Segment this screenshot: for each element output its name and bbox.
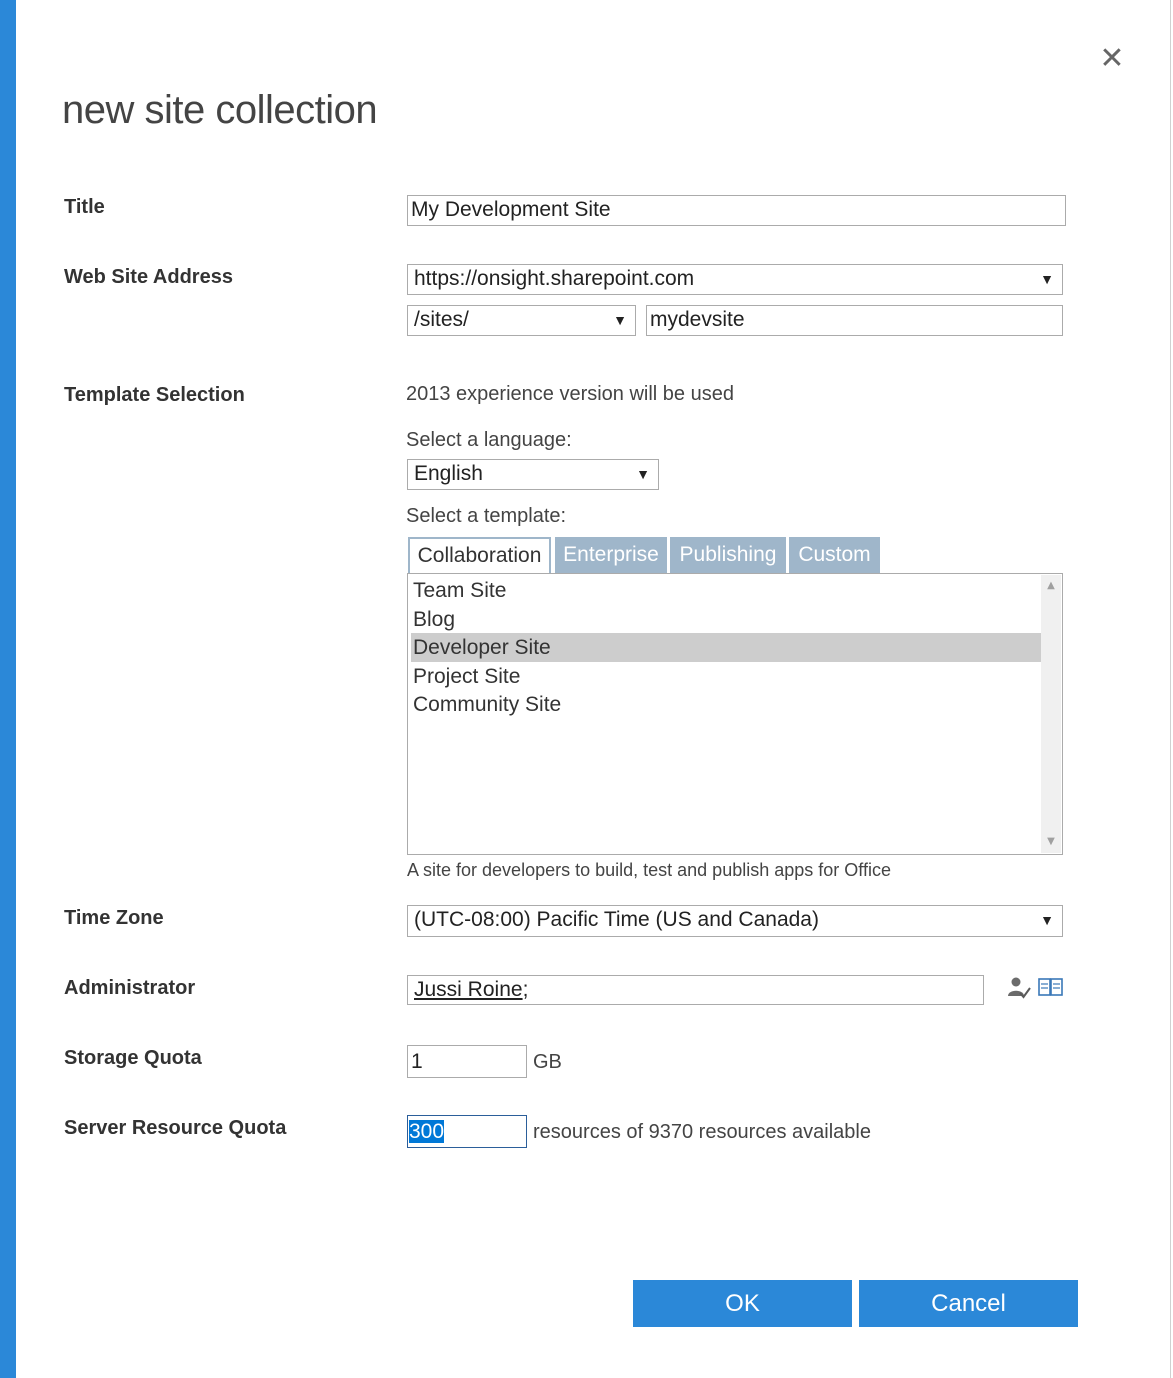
tab-collaboration[interactable]: Collaboration [408,537,551,573]
right-border [1170,0,1171,1378]
administrator-value: Jussi Roine [414,978,523,1001]
address-book-icon[interactable] [1037,975,1063,1001]
list-item[interactable]: Blog [413,608,456,631]
close-icon[interactable]: ✕ [1099,41,1125,76]
server-resource-quota-suffix: resources of 9370 resources available [533,1121,871,1143]
list-item[interactable]: Team Site [413,579,507,602]
tab-publishing[interactable]: Publishing [670,537,786,573]
listbox-scrollbar[interactable] [1041,575,1061,853]
time-zone-label: Time Zone [64,907,164,929]
title-label: Title [64,196,105,218]
scroll-down-icon[interactable]: ▼ [1047,836,1055,847]
template-listbox[interactable] [407,573,1063,855]
check-names-icon[interactable] [1006,975,1032,1001]
language-value: English [414,462,483,485]
template-description: A site for developers to build, test and publish apps for Office [407,860,891,880]
administrator-label: Administrator [64,977,196,999]
title-input[interactable]: My Development Site [407,195,1066,226]
path-value: /sites/ [414,308,469,331]
administrator-separator: ; [522,978,529,1001]
language-label: Select a language: [406,429,572,451]
web-address-label: Web Site Address [64,266,233,288]
domain-value: https://onsight.sharepoint.com [414,267,695,290]
chevron-down-icon: ▼ [636,466,650,482]
list-item-selected[interactable]: Developer Site [411,633,1041,662]
list-item[interactable]: Community Site [413,693,562,716]
time-zone-value: (UTC-08:00) Pacific Time (US and Canada) [414,908,819,931]
language-select[interactable] [407,459,659,490]
dialog-title: new site collection [62,88,378,132]
server-resource-quota-label: Server Resource Quota [64,1117,287,1139]
server-resource-quota-value: 300 [409,1120,445,1143]
server-resource-quota-input[interactable] [407,1115,527,1148]
experience-note: 2013 experience version will be used [406,383,734,405]
domain-select[interactable] [407,264,1063,295]
template-selection-label: Template Selection [64,384,245,406]
chevron-down-icon: ▼ [613,312,627,328]
scroll-up-icon[interactable]: ▲ [1047,580,1055,591]
ok-button[interactable]: OK [633,1280,852,1327]
template-label: Select a template: [406,505,567,527]
storage-quota-unit: GB [533,1051,562,1073]
time-zone-select[interactable] [407,905,1063,937]
storage-quota-label: Storage Quota [64,1047,202,1069]
path-select[interactable] [407,305,636,336]
tab-enterprise[interactable]: Enterprise [555,537,667,573]
chevron-down-icon: ▼ [1040,271,1054,287]
cancel-button[interactable]: Cancel [859,1280,1078,1327]
administrator-input[interactable] [407,975,984,1005]
chevron-down-icon: ▼ [1040,912,1054,928]
storage-quota-input[interactable]: 1 [407,1045,527,1078]
left-accent-bar [0,0,16,1378]
tab-custom[interactable]: Custom [789,537,880,573]
list-item[interactable]: Project Site [413,665,521,688]
site-url-input[interactable]: mydevsite [646,305,1063,336]
